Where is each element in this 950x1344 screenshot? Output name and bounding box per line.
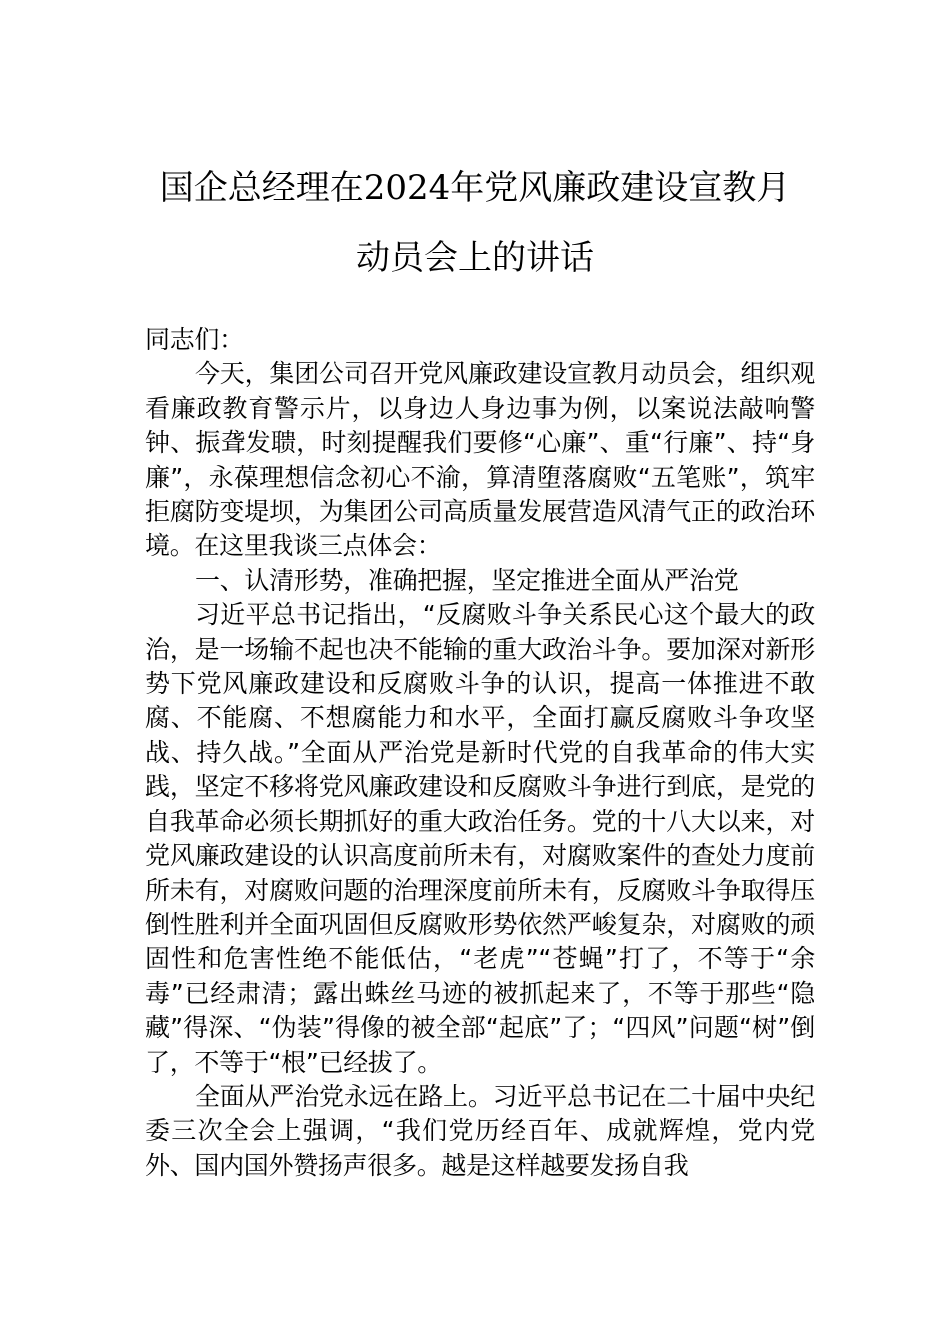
salutation: 同志们： [145, 325, 244, 354]
document-title-line-2: 动员会上的讲话 [356, 238, 594, 278]
section-heading-1: 一、认清形势，准确把握，坚定推进全面从严治党 [195, 565, 739, 595]
paragraph-2: 全面从严治党永远在路上。习近平总书记在二十届中央纪委三次全会上强调，“我们党历经百年、成就辉煌，党内党外、国内国外赞扬声很多。越是这样越要发扬自我 [145, 1081, 815, 1180]
paragraph-1: 习近平总书记指出，“反腐败斗争关系民心这个最大的政治，是一场输不起也决不能输的重大政治斗争。要加深对新形势下党风廉政建设和反腐败斗争的认识，提高一体推进不敢腐、不能腐、不想腐能力和水平，全面打赢反腐败斗争攻坚战、持久战。”全面从严治党是新时代党的自我革命的伟大实践，坚定不移将党风廉政建设和反腐败斗争进行到底，是党的自我革命必须长期抓好的重大政治任务。党的十八大以来，对党风廉政建设的认识高度前所未有，对腐败案件的查处力度前所未有，对腐败问题的治理深度前所未有，反腐败斗争取得压倒性胜利并全面巩固但反腐败形势依然严峻复杂，对腐败的顽固性和危害性绝不能低估，“老虎”“苍蝇”打了，不等于“余毒”已经肃清；露出蛛丝马迹的被抓起来了，不等于那些“隐藏”得深、“伪装”得像的被全部“起底”了；“四风”问题“树”倒了，不等于“根”已经拔了。 [145, 600, 815, 1077]
document-body [145, 323, 815, 1183]
paragraph-intro: 今天，集团公司召开党风廉政建设宣教月动员会，组织观看廉政教育警示片，以身边人身边事为例，以案说法敲响警钟、振聋发聩，时刻提醒我们要修“心廉”、重“行廉”、持“身廉”，永葆理想信念初心不渝，算清堕落腐败“五笔账”，筑牢拒腐防变堤坝，为集团公司高质量发展营造风清气正的政治环境。在这里我谈三点体会： [145, 359, 815, 561]
document-title-line-1: 国企总经理在2024年党风廉政建设宣教月 [159, 168, 791, 208]
